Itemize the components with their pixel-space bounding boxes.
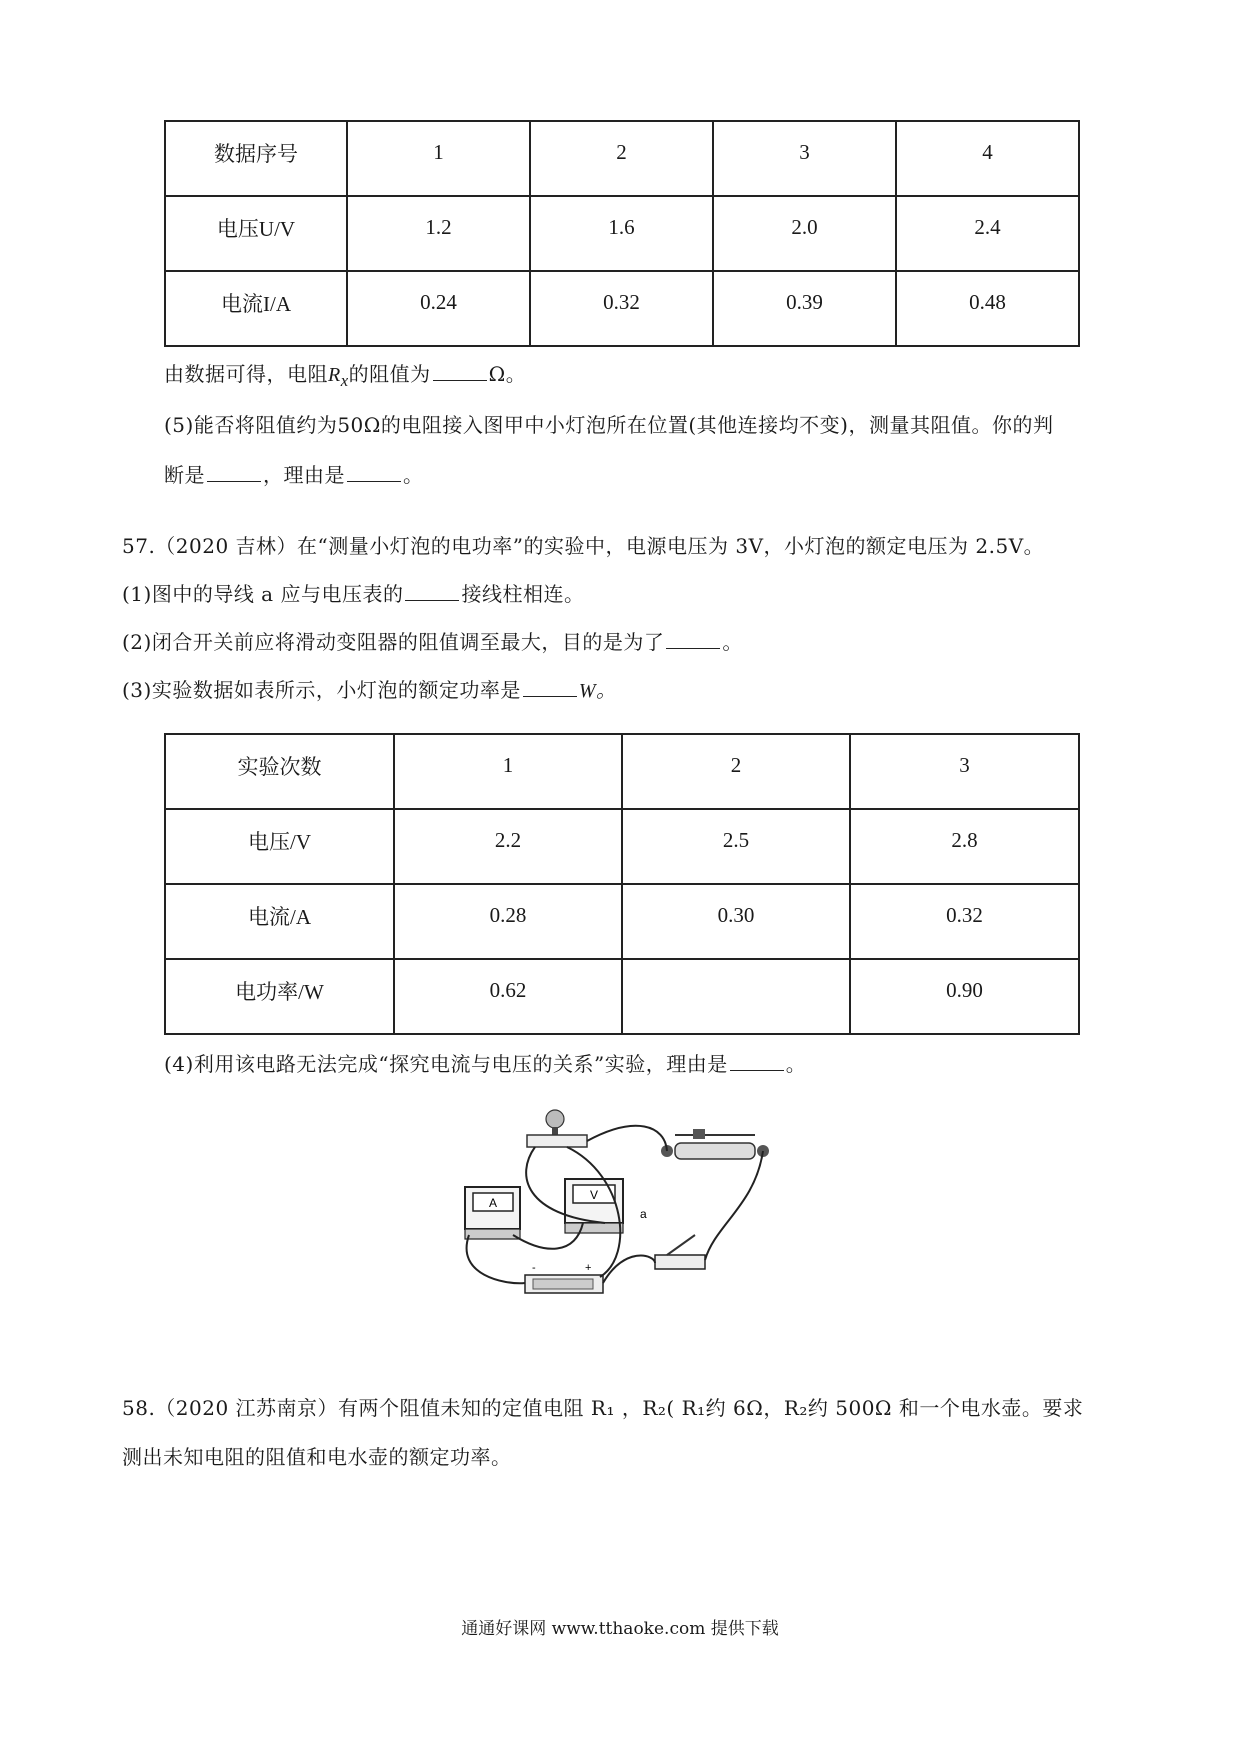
table-cell: 0.32 bbox=[530, 271, 713, 346]
answer-blank[interactable] bbox=[433, 379, 487, 381]
table-cell: 电功率/W bbox=[165, 959, 394, 1034]
voltmeter-label: V bbox=[589, 1188, 599, 1202]
q57-2-text-b: 。 bbox=[722, 630, 743, 654]
lamp-icon bbox=[527, 1110, 587, 1147]
q57-item-1 bbox=[122, 578, 584, 607]
rheostat-icon bbox=[661, 1129, 769, 1159]
voltmeter-icon bbox=[565, 1179, 623, 1233]
rx-result-line bbox=[164, 358, 526, 391]
rx-unit: Ω。 bbox=[488, 362, 527, 386]
q5-text-c: 。 bbox=[403, 463, 424, 487]
table-cell: 0.28 bbox=[394, 884, 622, 959]
table-row bbox=[165, 271, 1079, 346]
table-cell: 2.0 bbox=[713, 196, 896, 271]
table-cell: 0.32 bbox=[850, 884, 1079, 959]
table-cell bbox=[622, 959, 850, 1034]
table-cell: 电压U/V bbox=[165, 196, 347, 271]
table-cell: 1 bbox=[394, 734, 622, 809]
answer-blank[interactable] bbox=[666, 647, 720, 649]
table-cell: 实验次数 bbox=[165, 734, 394, 809]
rx-symbol: R bbox=[328, 364, 341, 386]
ammeter-label: A bbox=[488, 1196, 498, 1210]
table-cell: 2.2 bbox=[394, 809, 622, 884]
table-row bbox=[165, 884, 1079, 959]
rx-prefix: 由数据可得，电阻 bbox=[164, 362, 328, 386]
table-row bbox=[165, 121, 1079, 196]
rx-mid: 的阻值为 bbox=[348, 362, 431, 386]
q57-item-3 bbox=[122, 674, 617, 703]
data-table-1 bbox=[164, 120, 1080, 347]
table-cell: 电流/A bbox=[165, 884, 394, 959]
table-cell: 4 bbox=[896, 121, 1079, 196]
battery-plus: + bbox=[585, 1262, 592, 1274]
table-cell: 2 bbox=[622, 734, 850, 809]
q57-title: 57.（2020 吉林）在“测量小灯泡的电功率”的实验中，电源电压为 3V，小灯泡的额定电压为 2.5V。 bbox=[122, 534, 1045, 558]
table-cell: 2.8 bbox=[850, 809, 1079, 884]
table-row bbox=[165, 809, 1079, 884]
table-row bbox=[165, 196, 1079, 271]
table-cell: 0.30 bbox=[622, 884, 850, 959]
table-row bbox=[165, 734, 1079, 809]
table-cell: 0.48 bbox=[896, 271, 1079, 346]
q5-line-1: (5)能否将阻值约为50Ω的电阻接入图甲中小灯泡所在位置(其他连接均不变)，测量其阻值。你的判 bbox=[164, 413, 1054, 437]
answer-blank[interactable] bbox=[347, 480, 401, 482]
q57-item-4 bbox=[164, 1048, 806, 1077]
wire-a-label: a bbox=[640, 1207, 647, 1221]
battery-icon bbox=[525, 1262, 603, 1293]
answer-blank[interactable] bbox=[405, 599, 459, 601]
table-cell: 0.90 bbox=[850, 959, 1079, 1034]
circuit-diagram bbox=[455, 1105, 785, 1305]
table-cell: 0.39 bbox=[713, 271, 896, 346]
q58-line-2: 测出未知电阻的阻值和电水壶的额定功率。 bbox=[122, 1445, 512, 1469]
table-cell: 3 bbox=[850, 734, 1079, 809]
q57-1-text: (1)图中的导线 a 应与电压表的 bbox=[122, 582, 404, 606]
q57-1-text-b: 接线柱相连。 bbox=[461, 582, 585, 606]
battery-minus: - bbox=[532, 1262, 536, 1274]
table-cell: 1 bbox=[347, 121, 530, 196]
q57-4-text: (4)利用该电路无法完成“探究电流与电压的关系”实验，理由是 bbox=[164, 1052, 728, 1076]
table-cell: 1.6 bbox=[530, 196, 713, 271]
q57-2-text: (2)闭合开关前应将滑动变阻器的阻值调至最大，目的是为了 bbox=[122, 630, 665, 654]
table-row bbox=[165, 959, 1079, 1034]
data-table-2 bbox=[164, 733, 1080, 1035]
answer-blank[interactable] bbox=[730, 1069, 784, 1071]
q57-3-text: (3)实验数据如表所示，小灯泡的额定功率是 bbox=[122, 678, 521, 702]
table-cell: 1.2 bbox=[347, 196, 530, 271]
ammeter-icon bbox=[465, 1187, 520, 1239]
q57-4-text-b: 。 bbox=[785, 1052, 807, 1076]
table-cell: 0.24 bbox=[347, 271, 530, 346]
q5-text-a: 断是 bbox=[164, 463, 205, 487]
table-cell: 电压/V bbox=[165, 809, 394, 884]
table-cell: 2.5 bbox=[622, 809, 850, 884]
table-cell: 3 bbox=[713, 121, 896, 196]
answer-blank[interactable] bbox=[207, 480, 261, 482]
q5-text-b: ，理由是 bbox=[263, 463, 345, 487]
rx-subscript: x bbox=[340, 371, 349, 390]
q57-item-2 bbox=[122, 626, 743, 655]
table-cell: 电流I/A bbox=[165, 271, 347, 346]
q5-line-2 bbox=[164, 459, 424, 488]
table-cell: 2 bbox=[530, 121, 713, 196]
q57-3-unit: W。 bbox=[578, 680, 617, 702]
q58-line-1: 58.（2020 江苏南京）有两个阻值未知的定值电阻 R₁ ，R₂( R₁约 6Ω，R₂约 500Ω 和一个电水壶。要求 bbox=[122, 1396, 1084, 1420]
switch-icon bbox=[655, 1235, 705, 1269]
page-footer: 通通好课网 www.tthaoke.com 提供下载 bbox=[461, 1619, 779, 1639]
table-cell: 0.62 bbox=[394, 959, 622, 1034]
table-cell: 数据序号 bbox=[165, 121, 347, 196]
table-cell: 2.4 bbox=[896, 196, 1079, 271]
answer-blank[interactable] bbox=[523, 695, 577, 697]
